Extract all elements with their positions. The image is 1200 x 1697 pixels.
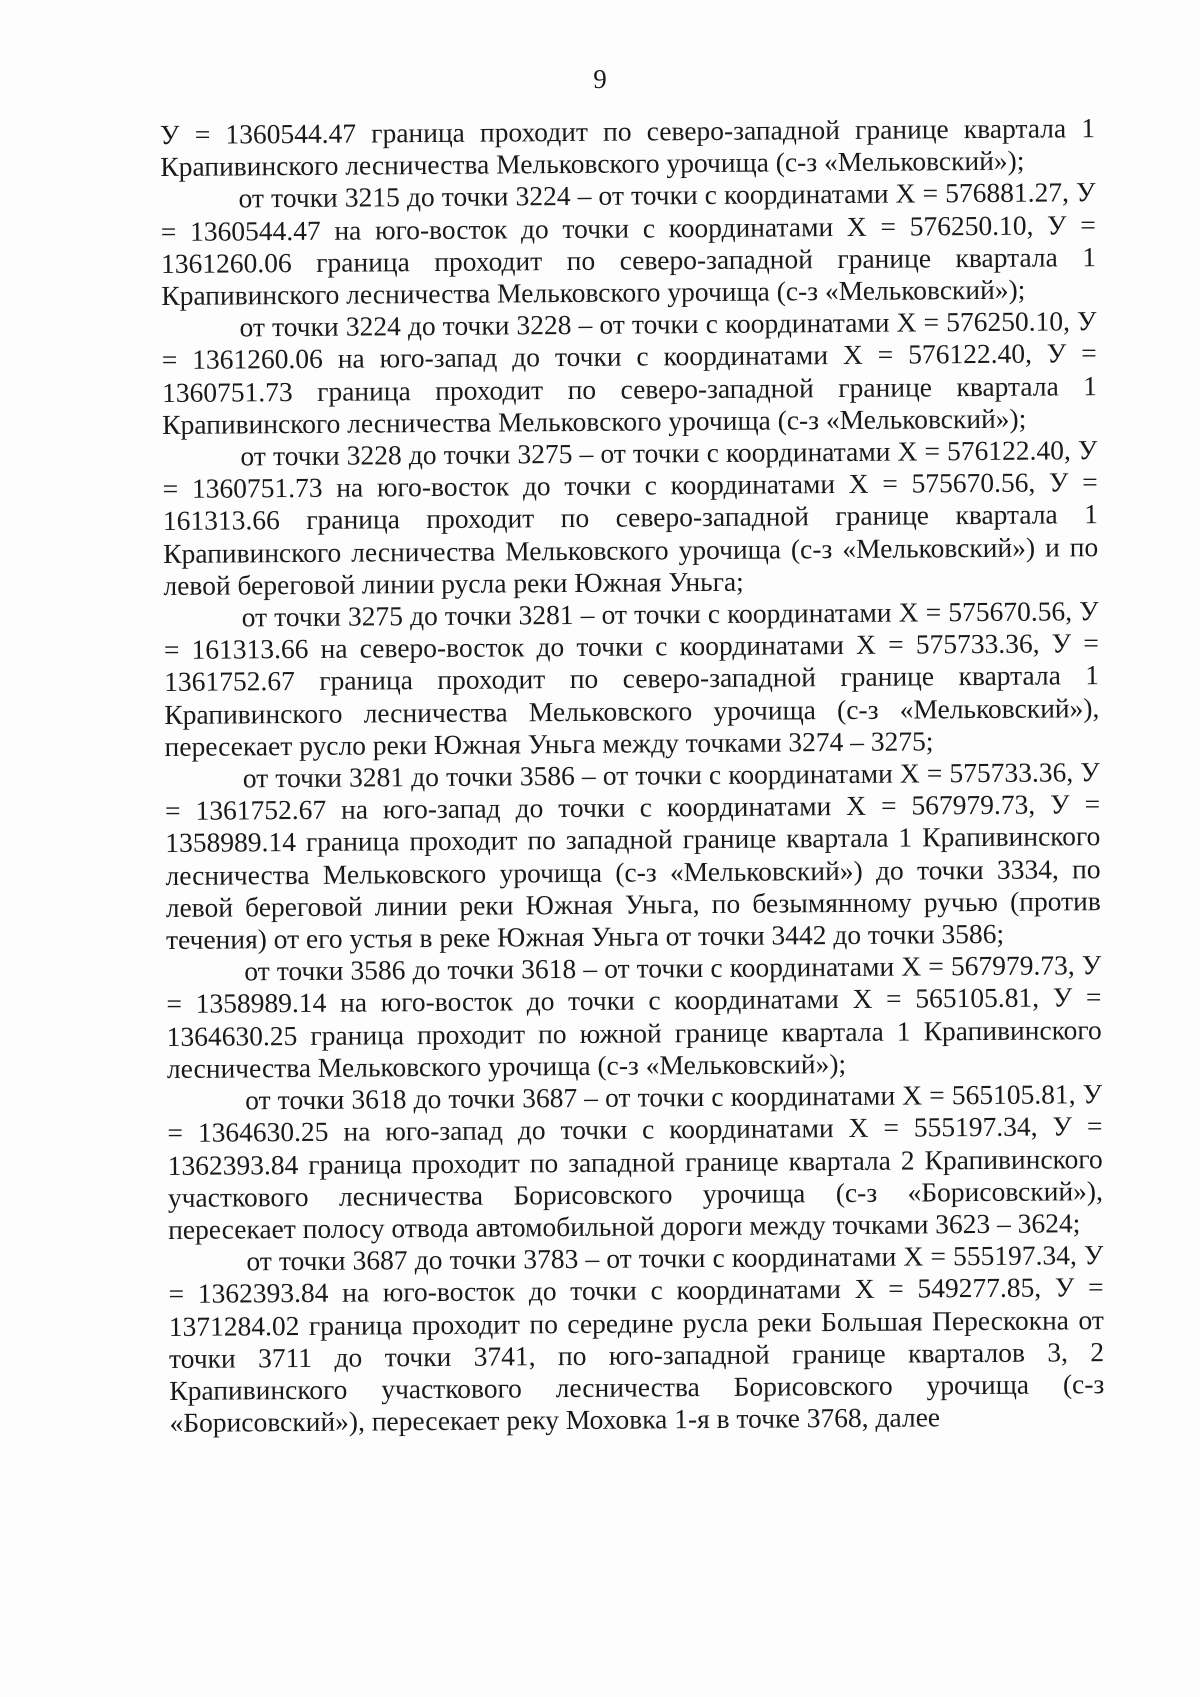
page-number: 9	[593, 64, 607, 94]
document-body	[160, 112, 1105, 1439]
paragraph-segment-3281-3586: от точки 3281 до точки 3586 – от точки с координатами Х = 575733.36, У = 1361752.67 на юго-запад до точки с координатами Х = 567979.73, У = 1358989.14 граница проходит по западной границе квартала 1 Крапивинского лесничества Мельковского урочища (с-з «Мельковский») до точки 3334, по левой береговой линии реки Южная Уньга, по безымянному ручью (против течения) от его устья в реке Южная Уньга от точки 3442 до точки 3586;	[164, 756, 1101, 956]
paragraph-continuation: У = 1360544.47 граница проходит по северо-западной границе квартала 1 Крапивинского лесничества Мельковского урочища (с-з «Мельковский»);	[160, 112, 1096, 183]
paragraph-segment-3586-3618: от точки 3586 до точки 3618 – от точки с координатами Х = 567979.73, У = 1358989.14 на юго-восток до точки с координатами Х = 565105.81, У = 1364630.25 граница проходит по южной границе квартала 1 Крапивинского лесничества Мельковского урочища (с-з «Мельковский»);	[166, 949, 1102, 1084]
paragraph-segment-3215-3224: от точки 3215 до точки 3224 – от точки с координатами Х = 576881.27, У = 1360544.47 на юго-восток до точки с координатами Х = 576250.10, У = 1361260.06 граница проходит по северо-западной границе квартала 1 Крапивинского лесничества Мельковского урочища (с-з «Мельковский»);	[160, 176, 1097, 312]
paragraph-segment-3687-3783: от точки 3687 до точки 3783 – от точки с координатами Х = 555197.34, У = 1362393.84 на юго-восток до точки с координатами Х = 549277.85, У = 1371284.02 граница проходит по середине русла реки Большая Перескокна от точки 3711 до точки 3741, по юго-западной границе кварталов 3, 2 Крапивинского участкового лесничества Борисовского урочища (с-з «Борисовский»), пересекает реку Моховка 1-я в точке 3768, далее	[168, 1239, 1105, 1439]
paragraph-segment-3224-3228: от точки 3224 до точки 3228 – от точки с координатами Х = 576250.10, У = 1361260.06 на юго-запад до точки с координатами Х = 576122.40, У = 1360751.73 граница проходит по северо-западной границе квартала 1 Крапивинского лесничества Мельковского урочища (с-з «Мельковский»);	[161, 305, 1098, 440]
paragraph-segment-3618-3687: от точки 3618 до точки 3687 – от точки с координатами Х = 565105.81, У = 1364630.25 на юго-запад до точки с координатами Х = 555197.34, У = 1362393.84 граница проходит по западной границе квартала 2 Крапивинского участкового лесничества Борисовского урочища (с-з «Борисовский»), пересекает полосу отвода автомобильной дороги между точками 3623 – 3624;	[167, 1078, 1103, 1245]
paragraph-segment-3275-3281: от точки 3275 до точки 3281 – от точки с координатами Х = 575670.56, У = 161313.66 на северо-восток до точки с координатами Х = 575733.36, У = 1361752.67 граница проходит по северо-западной границе квартала 1 Крапивинского лесничества Мельковского урочища (с-з «Мельковский»), пересекает русло реки Южная Уньга между точками 3274 – 3275;	[163, 595, 1100, 762]
paragraph-segment-3228-3275: от точки 3228 до точки 3275 – от точки с координатами Х = 576122.40, У = 1360751.73 на юго-восток до точки с координатами Х = 575670.56, У = 161313.66 граница проходит по северо-западной границе квартала 1 Крапивинского лесничества Мельковского урочища (с-з «Мельковский») и по левой береговой линии русла реки Южная Уньга;	[162, 434, 1099, 601]
